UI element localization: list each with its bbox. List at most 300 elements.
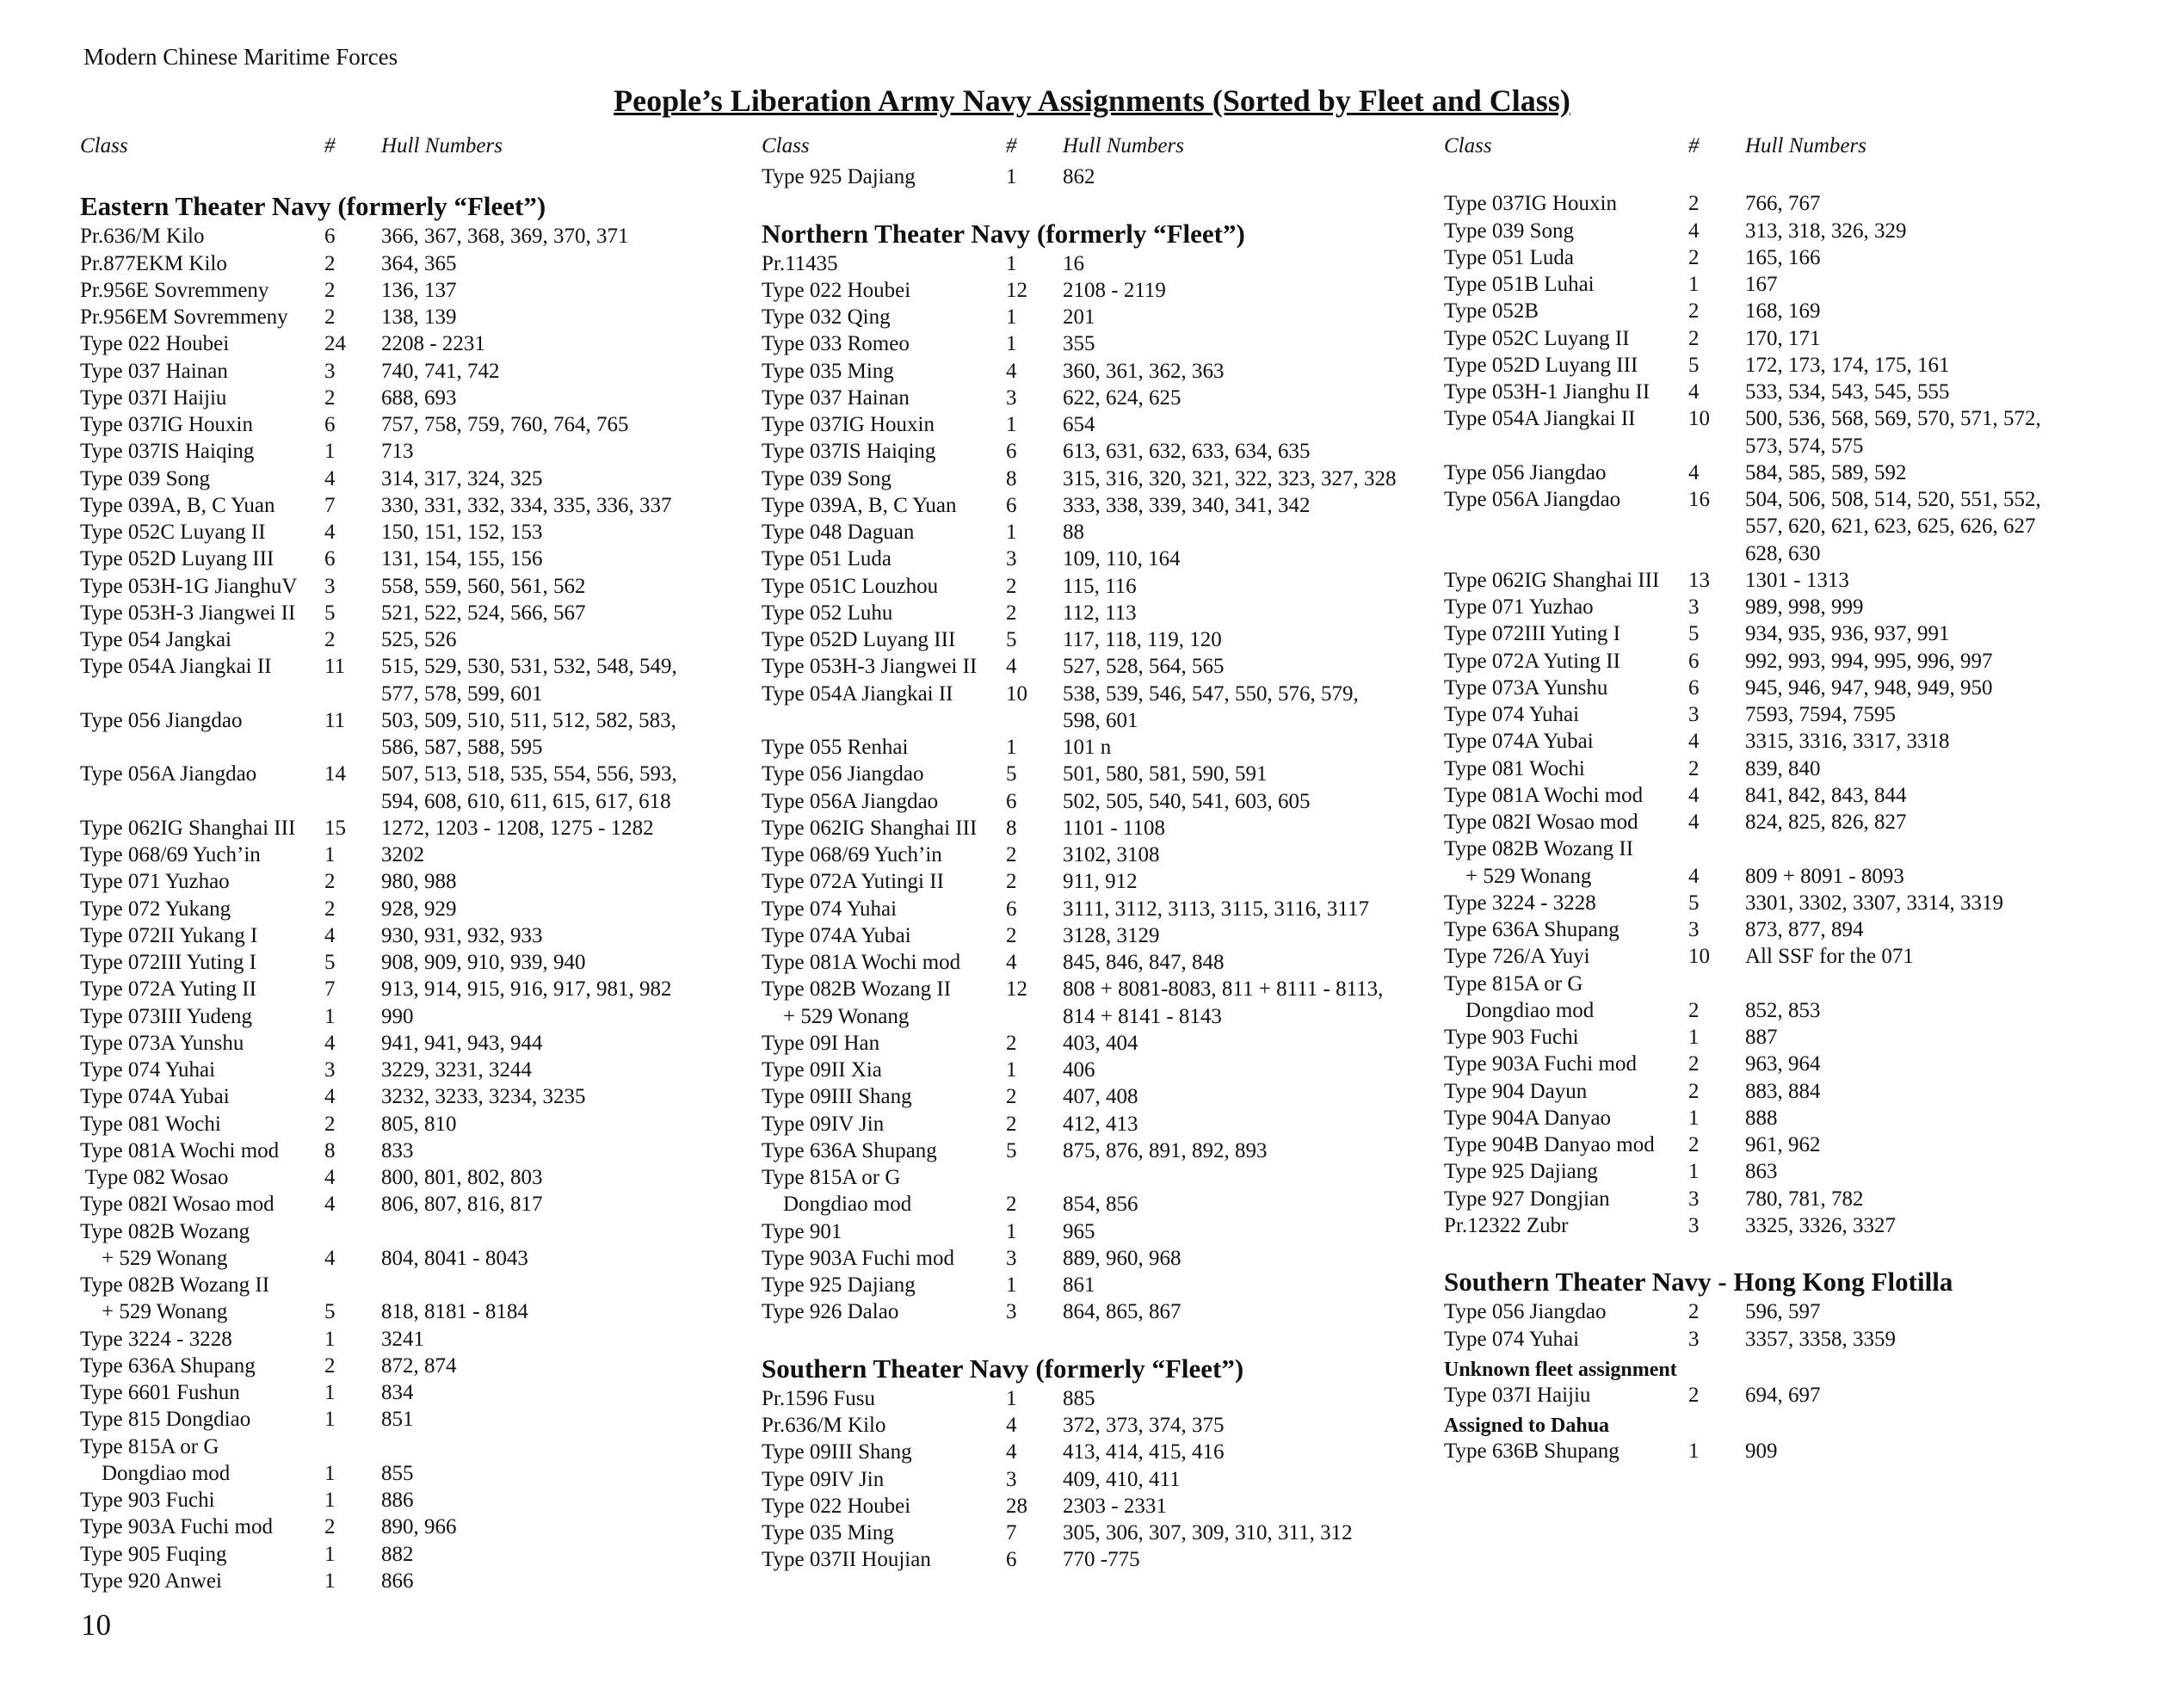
hull-numbers-cell: 873, 877, 894 bbox=[1745, 918, 1864, 941]
count-cell: 1 bbox=[324, 1461, 336, 1485]
count-cell: 2 bbox=[324, 1112, 336, 1136]
table-row bbox=[1444, 728, 1953, 755]
hull-numbers-cell: 598, 601 bbox=[1063, 708, 1138, 732]
hull-numbers-cell: 315, 316, 320, 321, 322, 323, 327, 328 bbox=[1063, 466, 1397, 490]
hull-numbers-cell: 504, 506, 508, 514, 520, 551, 552, bbox=[1745, 488, 2041, 511]
table-row bbox=[762, 573, 1245, 600]
hull-numbers-cell: 170, 171 bbox=[1745, 326, 1821, 350]
table-row bbox=[762, 1137, 1268, 1164]
class-cell: Type 081A Wochi mod bbox=[762, 951, 961, 974]
table-row bbox=[762, 1520, 1353, 1546]
hull-numbers-cell: 172, 173, 174, 175, 161 bbox=[1745, 353, 1950, 377]
table-row bbox=[80, 681, 546, 707]
table-row bbox=[1444, 1298, 1953, 1325]
class-cell: Type 074A Yubai bbox=[80, 1085, 230, 1109]
table-row bbox=[1444, 943, 1953, 970]
class-cell: Type 904 Dayun bbox=[1444, 1079, 1588, 1103]
class-cell: Type 074 Yuhai bbox=[1444, 1327, 1580, 1351]
class-cell: Type 074A Yubai bbox=[1444, 730, 1594, 754]
count-cell: 3 bbox=[1688, 1213, 1700, 1237]
class-cell: + 529 Wonang bbox=[80, 1300, 228, 1324]
header-class: Class bbox=[762, 134, 810, 157]
class-cell: Type 082B Wozang II bbox=[80, 1273, 270, 1297]
page-title: People’s Liberation Army Navy Assignments (Sorted by Fleet and Class) bbox=[614, 83, 1570, 118]
hull-numbers-cell: 613, 631, 632, 633, 634, 635 bbox=[1063, 440, 1311, 464]
class-cell: Type 082B Wozang II bbox=[1444, 837, 1634, 861]
table-row bbox=[80, 734, 546, 761]
table-row bbox=[80, 976, 672, 1002]
count-cell: 24 bbox=[324, 332, 346, 356]
table-row bbox=[762, 1245, 1245, 1272]
header-count: # bbox=[1006, 134, 1017, 157]
class-cell: Type 022 Houbei bbox=[80, 332, 230, 356]
hull-numbers-cell: 3229, 3231, 3244 bbox=[381, 1058, 532, 1082]
count-cell: 1 bbox=[1006, 736, 1017, 759]
class-cell: Type 037IG Houxin bbox=[80, 413, 254, 436]
count-cell: 1 bbox=[324, 1489, 336, 1512]
hull-numbers-cell: 882 bbox=[381, 1542, 414, 1566]
hull-numbers-cell: 886 bbox=[381, 1489, 414, 1512]
class-cell: Type 082 Wosao bbox=[80, 1166, 229, 1189]
class-cell: Type 904B Danyao mod bbox=[1444, 1133, 1655, 1156]
table-row bbox=[762, 949, 1245, 976]
class-cell: Type 903A Fuchi mod bbox=[762, 1246, 954, 1270]
table-row bbox=[80, 1541, 546, 1568]
class-cell: Type 081A Wochi mod bbox=[1444, 783, 1644, 807]
spacer bbox=[762, 1326, 1245, 1353]
table-row bbox=[1444, 863, 1953, 890]
hull-numbers-cell: 201 bbox=[1063, 305, 1095, 329]
table-row bbox=[762, 519, 1245, 546]
hull-numbers-cell: 863 bbox=[1745, 1160, 1778, 1184]
count-cell: 1 bbox=[1006, 1273, 1017, 1297]
class-cell: Type 636A Shupang bbox=[1444, 918, 1619, 941]
count-cell: 2 bbox=[324, 628, 336, 651]
table-row bbox=[80, 1487, 546, 1513]
hull-numbers-cell: 980, 988 bbox=[381, 870, 457, 894]
count-cell: 4 bbox=[324, 521, 336, 544]
table-row bbox=[80, 385, 546, 411]
count-cell: 1 bbox=[1688, 1439, 1700, 1463]
count-cell: 3 bbox=[1688, 703, 1700, 726]
table-row bbox=[80, 411, 629, 438]
hull-numbers-cell: 131, 154, 155, 156 bbox=[381, 547, 543, 571]
hull-numbers-cell: 3128, 3129 bbox=[1063, 923, 1160, 947]
table-row bbox=[762, 1493, 1245, 1520]
class-cell: Type 051C Louzhou bbox=[762, 574, 939, 598]
class-cell: Type 037IG Houxin bbox=[1444, 192, 1618, 216]
table-row bbox=[762, 465, 1397, 492]
running-head: Modern Chinese Maritime Forces bbox=[83, 44, 398, 70]
header-class: Class bbox=[80, 134, 128, 157]
count-cell: 2 bbox=[1688, 299, 1700, 324]
table-row bbox=[80, 922, 546, 949]
class-cell: Type 09IV Jin bbox=[762, 1467, 885, 1491]
class-cell: Type 815 Dongdiao bbox=[80, 1408, 251, 1432]
hull-numbers-cell: 117, 118, 119, 120 bbox=[1063, 628, 1222, 651]
class-cell: Dongdiao mod bbox=[762, 1193, 912, 1217]
section-heading: Southern Theater Navy - Hong Kong Flotilla bbox=[1444, 1267, 1953, 1298]
table-row bbox=[80, 573, 586, 600]
table-row bbox=[762, 600, 1245, 626]
class-cell: Type 920 Anwei bbox=[80, 1569, 222, 1593]
class-cell: Type 052C Luyang II bbox=[1444, 326, 1630, 350]
table-row bbox=[1444, 1051, 1953, 1077]
count-cell: 8 bbox=[1006, 816, 1017, 840]
hull-numbers-cell: 694, 697 bbox=[1745, 1383, 1821, 1407]
count-cell: 6 bbox=[1006, 1548, 1017, 1572]
class-cell: Type 072 Yukang bbox=[80, 897, 231, 921]
count-cell: 1 bbox=[1006, 1219, 1017, 1243]
hull-numbers-cell: 558, 559, 560, 561, 562 bbox=[381, 574, 586, 598]
count-cell: 4 bbox=[1688, 864, 1700, 888]
class-cell: Type 032 Qing bbox=[762, 305, 891, 329]
table-row bbox=[80, 1460, 546, 1487]
table-row bbox=[80, 788, 671, 815]
count-cell: 6 bbox=[1006, 493, 1017, 517]
count-cell: 5 bbox=[324, 1300, 336, 1324]
class-cell: Type 052D Luyang III bbox=[762, 628, 956, 651]
hull-numbers-cell: 989, 998, 999 bbox=[1745, 595, 1864, 619]
count-cell: 1 bbox=[1688, 1026, 1700, 1049]
hull-numbers-cell: 109, 110, 164 bbox=[1063, 547, 1181, 571]
table-row bbox=[762, 1385, 1245, 1412]
table-row bbox=[80, 546, 546, 572]
table-row bbox=[80, 1191, 546, 1218]
class-cell: Type 022 Houbei bbox=[762, 1494, 911, 1518]
count-cell: 1 bbox=[1006, 251, 1017, 275]
class-cell: Type 037I Haijiu bbox=[80, 385, 227, 410]
table-row bbox=[80, 1433, 546, 1460]
table-row bbox=[80, 1057, 546, 1083]
hull-numbers-cell: 3241 bbox=[381, 1327, 424, 1351]
hull-numbers-cell: 596, 597 bbox=[1745, 1300, 1821, 1324]
header-count: # bbox=[1688, 134, 1700, 157]
column-middle bbox=[762, 134, 1397, 1574]
hull-numbers-cell: 594, 608, 610, 611, 615, 617, 618 bbox=[381, 789, 671, 813]
class-cell: Type 048 Daguan bbox=[762, 521, 915, 544]
count-cell: 7 bbox=[1006, 1521, 1017, 1544]
count-cell: 12 bbox=[1006, 977, 1027, 1002]
table-row bbox=[1444, 271, 1953, 298]
table-row bbox=[1444, 405, 2041, 432]
hull-numbers-cell: 855 bbox=[381, 1461, 414, 1485]
class-cell: Type 062IG Shanghai III bbox=[1444, 568, 1660, 592]
count-cell: 4 bbox=[324, 923, 336, 947]
count-cell: 5 bbox=[324, 601, 336, 625]
column-headers bbox=[762, 134, 1245, 163]
count-cell: 4 bbox=[324, 1166, 336, 1189]
class-cell: Type 073A Yunshu bbox=[1444, 675, 1608, 700]
table-row bbox=[80, 1353, 546, 1379]
count-cell: 1 bbox=[324, 440, 336, 464]
table-row bbox=[1444, 648, 1993, 675]
table-row bbox=[762, 922, 1245, 949]
class-cell: Type 072A Yuting II bbox=[80, 977, 256, 1002]
class-cell: Dongdiao mod bbox=[1444, 998, 1595, 1022]
hull-numbers-cell: 839, 840 bbox=[1745, 756, 1821, 780]
hull-numbers-cell: 770 -775 bbox=[1063, 1548, 1140, 1572]
table-row bbox=[762, 438, 1311, 465]
count-cell: 1 bbox=[324, 1408, 336, 1432]
class-cell: Pr.956EM Sovremmeny bbox=[80, 305, 288, 329]
table-row bbox=[1444, 325, 1953, 352]
table-row bbox=[80, 1326, 546, 1353]
class-cell: Type 082B Wozang bbox=[80, 1219, 250, 1243]
hull-numbers-cell: 1301 - 1313 bbox=[1745, 568, 1849, 592]
table-row bbox=[1444, 433, 1953, 459]
hull-numbers-cell: 861 bbox=[1063, 1273, 1095, 1297]
count-cell: 1 bbox=[1006, 332, 1017, 356]
hull-numbers-cell: 112, 113 bbox=[1063, 601, 1137, 625]
class-cell: Type 074 Yuhai bbox=[1444, 703, 1580, 726]
hull-numbers-cell: All SSF for the 071 bbox=[1745, 945, 1914, 969]
count-cell: 4 bbox=[1688, 730, 1700, 754]
class-cell: Type 09III Shang bbox=[762, 1440, 912, 1464]
class-cell: Type 068/69 Yuch’in bbox=[80, 843, 261, 866]
hull-numbers-cell: 909 bbox=[1745, 1439, 1778, 1463]
hull-numbers-cell: 928, 929 bbox=[381, 897, 457, 921]
table-row bbox=[762, 1111, 1245, 1137]
hull-numbers-cell: 908, 909, 910, 939, 940 bbox=[381, 951, 586, 974]
hull-numbers-cell: 515, 529, 530, 531, 532, 548, 549, bbox=[381, 655, 677, 679]
class-cell: Type 053H-3 Jiangwei II bbox=[80, 601, 296, 625]
table-row bbox=[762, 330, 1245, 357]
hull-numbers-cell: 525, 526 bbox=[381, 628, 457, 651]
table-row bbox=[1444, 513, 2036, 539]
table-row bbox=[80, 707, 676, 734]
table-row bbox=[762, 1546, 1245, 1573]
table-row bbox=[762, 1057, 1245, 1083]
count-cell: 2 bbox=[324, 251, 336, 275]
count-cell: 4 bbox=[1688, 219, 1700, 243]
table-row bbox=[1444, 379, 1953, 405]
count-cell: 1 bbox=[1006, 413, 1017, 436]
table-row bbox=[1444, 971, 1953, 997]
hull-numbers-cell: 533, 534, 543, 545, 555 bbox=[1745, 380, 1950, 404]
table-row bbox=[1444, 1131, 1953, 1158]
table-row bbox=[1444, 1212, 1953, 1239]
table-row bbox=[762, 1272, 1245, 1298]
table-row bbox=[1444, 1326, 1953, 1353]
table-row bbox=[80, 1513, 546, 1540]
hull-numbers-cell: 538, 539, 546, 547, 550, 576, 579, bbox=[1063, 681, 1359, 706]
table-row bbox=[80, 815, 654, 842]
class-cell: Type 035 Ming bbox=[762, 1521, 894, 1544]
class-cell: Type 056A Jiangdao bbox=[762, 789, 939, 813]
count-cell: 4 bbox=[1688, 460, 1700, 484]
table-row bbox=[1444, 620, 1953, 647]
hull-numbers-cell: 841, 842, 843, 844 bbox=[1745, 783, 1907, 807]
hull-numbers-cell: 372, 373, 374, 375 bbox=[1063, 1414, 1225, 1437]
hull-numbers-cell: 889, 960, 968 bbox=[1063, 1246, 1181, 1270]
hull-numbers-cell: 930, 931, 932, 933 bbox=[381, 923, 543, 947]
hull-numbers-cell: 864, 865, 867 bbox=[1063, 1300, 1181, 1324]
column-left bbox=[80, 134, 677, 1594]
count-cell: 4 bbox=[324, 1246, 336, 1270]
hull-numbers-cell: 622, 624, 625 bbox=[1063, 385, 1181, 410]
count-cell: 8 bbox=[324, 1138, 336, 1162]
table-row bbox=[80, 1030, 546, 1057]
hull-numbers-cell: 3357, 3358, 3359 bbox=[1745, 1327, 1896, 1351]
hull-numbers-cell: 366, 367, 368, 369, 370, 371 bbox=[381, 225, 629, 249]
column-right bbox=[1444, 134, 2041, 1464]
count-cell: 4 bbox=[1006, 1440, 1017, 1464]
count-cell: 2 bbox=[324, 897, 336, 921]
hull-numbers-cell: 883, 884 bbox=[1745, 1079, 1821, 1103]
class-cell: Type 636A Shupang bbox=[762, 1138, 937, 1162]
count-cell: 1 bbox=[324, 843, 336, 866]
hull-numbers-cell: 573, 574, 575 bbox=[1745, 434, 1864, 458]
header-hull-numbers: Hull Numbers bbox=[1063, 134, 1184, 157]
class-cell: Type 055 Renhai bbox=[762, 736, 909, 759]
table-row bbox=[80, 1379, 546, 1406]
class-cell: Type 037 Hainan bbox=[762, 385, 910, 410]
count-cell: 5 bbox=[1006, 628, 1017, 651]
count-cell: 2 bbox=[324, 305, 336, 329]
count-cell: 7 bbox=[324, 977, 336, 1002]
class-cell: + 529 Wonang bbox=[762, 1004, 910, 1028]
count-cell: 10 bbox=[1688, 945, 1710, 969]
count-cell: 3 bbox=[324, 1058, 336, 1082]
hull-numbers-cell: 845, 846, 847, 848 bbox=[1063, 951, 1225, 974]
table-row bbox=[1444, 1105, 1953, 1131]
class-cell: Type 052 Luhu bbox=[762, 601, 893, 625]
class-cell: Pr.636/M Kilo bbox=[80, 225, 205, 249]
table-row bbox=[762, 815, 1245, 842]
table-row bbox=[80, 304, 546, 330]
hull-numbers-cell: 521, 522, 524, 566, 567 bbox=[381, 601, 586, 625]
count-cell: 12 bbox=[1006, 278, 1027, 302]
class-cell: Type 056 Jiangdao bbox=[1444, 460, 1607, 484]
table-row bbox=[80, 330, 546, 357]
table-row bbox=[80, 1218, 546, 1245]
class-cell: Type 726/A Yuyi bbox=[1444, 945, 1590, 969]
hull-numbers-cell: 557, 620, 621, 623, 625, 626, 627 bbox=[1745, 515, 2036, 539]
hull-numbers-cell: 851 bbox=[381, 1408, 414, 1432]
class-cell: Type 3224 - 3228 bbox=[1444, 891, 1596, 915]
table-row bbox=[762, 1164, 1245, 1191]
hull-numbers-cell: 965 bbox=[1063, 1219, 1095, 1243]
hull-numbers-cell: 88 bbox=[1063, 521, 1084, 544]
class-cell: Type 072III Yuting I bbox=[80, 951, 256, 974]
table-row bbox=[80, 1272, 546, 1298]
hull-numbers-cell: 852, 853 bbox=[1745, 998, 1821, 1022]
table-row bbox=[80, 277, 546, 304]
hull-numbers-cell: 7593, 7594, 7595 bbox=[1745, 703, 1896, 726]
class-cell: Pr.12322 Zubr bbox=[1444, 1213, 1569, 1237]
hull-numbers-cell: 167 bbox=[1745, 273, 1778, 296]
count-cell: 2 bbox=[1006, 923, 1017, 947]
count-cell: 2 bbox=[1688, 1052, 1700, 1076]
table-row bbox=[1444, 916, 1953, 943]
count-cell: 6 bbox=[1006, 440, 1017, 464]
class-cell: + 529 Wonang bbox=[1444, 864, 1592, 888]
table-row bbox=[762, 250, 1245, 277]
class-cell: Type 037II Houjian bbox=[762, 1548, 931, 1572]
count-cell: 4 bbox=[1006, 359, 1017, 383]
hull-numbers-cell: 992, 993, 994, 995, 996, 997 bbox=[1745, 649, 1993, 673]
class-cell: Type 039 Song bbox=[1444, 219, 1575, 243]
hull-numbers-cell: 875, 876, 891, 892, 893 bbox=[1063, 1138, 1268, 1162]
table-row bbox=[762, 1191, 1245, 1218]
count-cell: 3 bbox=[1688, 1327, 1700, 1351]
count-cell: 1 bbox=[324, 1381, 336, 1404]
count-cell: 2 bbox=[1006, 1112, 1017, 1136]
hull-numbers-cell: 654 bbox=[1063, 413, 1095, 436]
count-cell: 2 bbox=[1006, 1085, 1017, 1109]
class-cell: Type 903 Fuchi bbox=[1444, 1026, 1579, 1049]
count-cell: 5 bbox=[1688, 891, 1700, 915]
hull-numbers-cell: 150, 151, 152, 153 bbox=[381, 521, 543, 544]
header-hull-numbers: Hull Numbers bbox=[381, 134, 503, 157]
table-row bbox=[80, 250, 546, 277]
count-cell: 14 bbox=[324, 762, 346, 786]
count-cell: 6 bbox=[324, 413, 336, 436]
hull-numbers-cell: 945, 946, 947, 948, 949, 950 bbox=[1745, 675, 1993, 700]
hull-numbers-cell: 3102, 3108 bbox=[1063, 843, 1160, 866]
count-cell: 1 bbox=[1006, 165, 1017, 188]
hull-numbers-cell: 941, 941, 943, 944 bbox=[381, 1031, 543, 1055]
table-row bbox=[80, 465, 546, 492]
table-row bbox=[762, 653, 1245, 680]
hull-numbers-cell: 990 bbox=[381, 1004, 414, 1028]
subsection-heading: Assigned to Dahua bbox=[1444, 1415, 1610, 1437]
header-class: Class bbox=[1444, 134, 1492, 157]
table-row bbox=[80, 492, 672, 519]
count-cell: 2 bbox=[1006, 1193, 1017, 1217]
hull-numbers-cell: 688, 693 bbox=[381, 385, 457, 410]
table-row bbox=[80, 1111, 546, 1137]
class-cell: Type 062IG Shanghai III bbox=[762, 816, 978, 840]
hull-numbers-cell: 403, 404 bbox=[1063, 1031, 1138, 1055]
table-row bbox=[762, 681, 1359, 707]
class-cell: Type 636B Shupang bbox=[1444, 1439, 1619, 1463]
count-cell: 2 bbox=[324, 385, 336, 410]
table-row bbox=[80, 600, 586, 626]
count-cell: 2 bbox=[1688, 326, 1700, 350]
hull-numbers-cell: 413, 414, 415, 416 bbox=[1063, 1440, 1225, 1464]
spacer bbox=[80, 163, 546, 190]
table-row bbox=[1444, 1024, 1953, 1051]
class-cell: Type 051 Luda bbox=[1444, 245, 1574, 269]
count-cell: 8 bbox=[1006, 466, 1017, 490]
count-cell: 1 bbox=[1688, 1160, 1700, 1184]
class-cell: Type 039 Song bbox=[80, 466, 211, 490]
hull-numbers-cell: 3202 bbox=[381, 843, 424, 866]
table-row bbox=[762, 1298, 1245, 1325]
table-row bbox=[80, 438, 546, 465]
table-row bbox=[80, 1137, 546, 1164]
count-cell: 11 bbox=[324, 655, 346, 679]
class-cell: Type 052C Luyang II bbox=[80, 521, 266, 544]
hull-numbers-cell: 527, 528, 564, 565 bbox=[1063, 655, 1225, 679]
hull-numbers-cell: 503, 509, 510, 511, 512, 582, 583, bbox=[381, 708, 676, 732]
class-cell: Type 082I Wosao mod bbox=[80, 1193, 275, 1217]
class-cell: Type 905 Fuqing bbox=[80, 1542, 227, 1566]
table-row bbox=[1444, 218, 1953, 244]
table-row bbox=[80, 1083, 586, 1110]
class-cell: Type 074 Yuhai bbox=[762, 897, 898, 921]
class-cell: Type 054A Jiangkai II bbox=[762, 681, 953, 706]
table-row bbox=[762, 707, 1245, 734]
class-cell: Type 033 Romeo bbox=[762, 332, 910, 356]
count-cell: 1 bbox=[324, 1327, 336, 1351]
table-row bbox=[1444, 809, 1953, 835]
table-row bbox=[1444, 486, 2041, 513]
table-row bbox=[762, 385, 1245, 411]
table-row bbox=[1444, 835, 1953, 862]
